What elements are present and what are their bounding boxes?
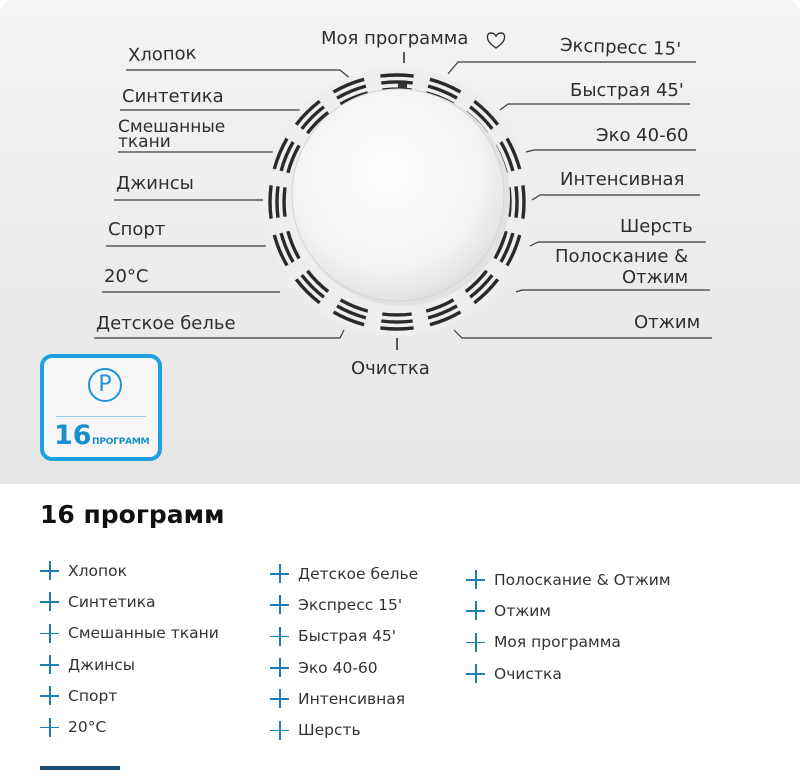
program-label-mixed: Смешанные ткани — [118, 117, 226, 152]
program-label-spin: Отжим — [634, 312, 701, 333]
program-list-item — [40, 586, 219, 617]
program-list-label: Моя программа — [494, 633, 621, 652]
leader-line — [126, 70, 352, 80]
program-list-label: Синтетика — [68, 592, 156, 611]
program-list-label: Интенсивная — [298, 689, 406, 708]
programs-badge — [40, 354, 162, 461]
program-label-jeans: Джинсы — [116, 173, 194, 194]
leader-line — [532, 195, 700, 200]
program-list-label: Очистка — [494, 664, 562, 683]
dial-tick — [380, 75, 413, 76]
program-list-item — [466, 627, 671, 658]
program-list-item — [40, 649, 219, 680]
dial-tick — [380, 328, 413, 329]
plus-icon — [466, 570, 485, 589]
program-label-express: Экспресс 15' — [559, 34, 682, 61]
program-label-20c: 20°C — [104, 266, 149, 287]
plus-icon — [466, 601, 485, 620]
dial-tick — [381, 321, 412, 322]
program-list-label: Спорт — [68, 686, 118, 705]
leader-line — [448, 62, 696, 74]
plus-icon — [270, 658, 289, 677]
program-list-item — [270, 652, 418, 683]
program-label-baby: Детское белье — [96, 313, 236, 334]
program-list-label: Экспресс 15' — [298, 595, 403, 614]
plus-icon — [270, 595, 289, 614]
program-list-item — [466, 658, 671, 689]
plus-icon — [40, 561, 59, 580]
program-label-bottom: Очистка — [351, 358, 430, 379]
dial-tick — [516, 186, 517, 217]
program-list-col1 — [40, 555, 219, 743]
badge-divider — [56, 416, 146, 417]
leader-line — [526, 150, 696, 152]
page-title: 16 программ — [40, 500, 225, 529]
badge-count: 16 — [54, 420, 92, 451]
program-list-label: Хлопок — [68, 561, 127, 580]
heart-icon — [487, 33, 504, 48]
section-underline — [40, 766, 120, 770]
plus-icon — [40, 592, 59, 611]
program-list-item — [466, 564, 671, 595]
plus-icon — [270, 721, 289, 740]
knob-pointer — [398, 83, 407, 88]
program-label-wool: Шерсть — [620, 216, 693, 237]
program-list-item — [40, 680, 219, 711]
program-list-label: Полоскание & Отжим — [494, 570, 671, 589]
program-list-item — [270, 558, 418, 589]
dial-tick — [270, 185, 271, 218]
plus-icon — [270, 689, 289, 708]
dial-tick — [523, 185, 524, 218]
program-list-label: Смешанные ткани — [68, 624, 219, 643]
plus-icon — [40, 718, 59, 737]
program-list-item — [270, 714, 418, 745]
program-list-col3 — [466, 564, 671, 689]
program-list-label: Детское белье — [298, 564, 419, 583]
dial-tick — [382, 314, 411, 315]
program-label-cotton: Хлопок — [127, 42, 197, 67]
plus-icon — [466, 664, 485, 683]
program-list-col2 — [270, 558, 418, 746]
plus-icon — [270, 564, 289, 583]
program-list-label: 20°C — [68, 718, 107, 737]
program-list-item — [40, 618, 219, 649]
program-list-item — [466, 595, 671, 626]
dial-tick — [381, 82, 412, 83]
program-list-label: Отжим — [494, 601, 551, 620]
program-list-label: Джинсы — [68, 655, 136, 674]
program-list-label: Шерсть — [298, 721, 361, 740]
leader-line — [516, 290, 710, 292]
program-label-synthetics: Синтетика — [122, 86, 224, 107]
plus-icon — [270, 627, 289, 646]
badge-word: ПРОГРАММ — [92, 437, 150, 447]
plus-icon — [40, 655, 59, 674]
program-list-label: Эко 40-60 — [298, 658, 378, 677]
plus-icon — [466, 633, 485, 652]
dial-tick — [284, 187, 285, 216]
program-list-label: Быстрая 45' — [298, 627, 396, 646]
dial-tick — [277, 186, 278, 217]
plus-icon — [40, 624, 59, 643]
program-label-eco: Эко 40-60 — [596, 125, 689, 146]
program-list-item — [40, 555, 219, 586]
program-label-quick: Быстрая 45' — [570, 80, 684, 101]
program-label-intensive: Интенсивная — [560, 169, 685, 190]
program-label-top: Моя программа — [321, 28, 469, 49]
program-label-sport: Спорт — [108, 219, 166, 240]
program-list-item — [40, 711, 219, 742]
program-p-icon: P — [88, 368, 122, 402]
knob[interactable] — [292, 89, 504, 301]
program-list-item — [270, 683, 418, 714]
program-label-rinse-spin: Полоскание & Отжим — [555, 246, 689, 288]
plus-icon — [40, 686, 59, 705]
leader-line — [500, 104, 690, 110]
program-list-item — [270, 621, 418, 652]
program-list-item — [270, 589, 418, 620]
